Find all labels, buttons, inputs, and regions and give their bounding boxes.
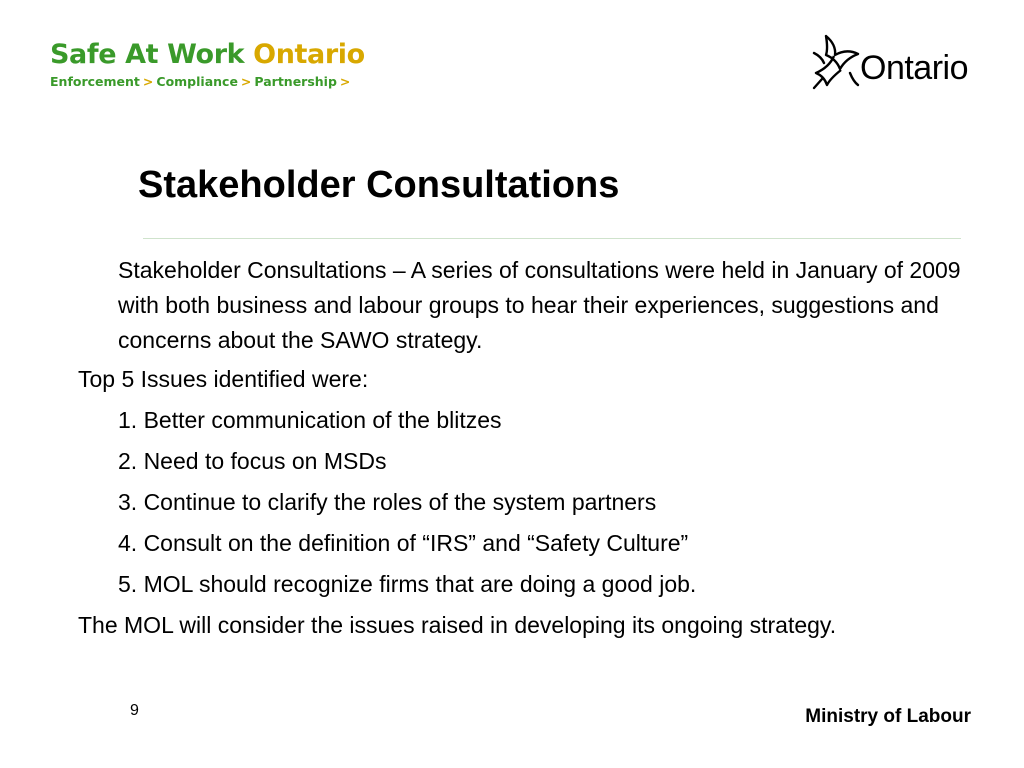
chevron-right-icon: >	[339, 74, 351, 89]
brand-tagline	[50, 74, 365, 89]
footer-organization: Ministry of Labour	[805, 706, 971, 727]
tagline-item: Partnership	[254, 74, 337, 89]
ontario-logo	[808, 33, 976, 95]
chevron-right-icon: >	[142, 74, 154, 89]
page-number: 9	[130, 702, 139, 719]
issue-item: 3. Continue to clarify the roles of the system partners	[118, 489, 657, 515]
slide-title: Stakeholder Consultations	[138, 164, 620, 206]
issue-item: 1. Better communication of the blitzes	[118, 407, 502, 433]
issue-item: 2. Need to focus on MSDs	[118, 448, 387, 474]
title-divider	[143, 238, 961, 239]
intro-paragraph: Stakeholder Consultations – A series of consultations were held in January of 2009 with both business and labour groups to hear their experiences, suggestions and concerns about the SAWO strategy.	[118, 257, 961, 353]
chevron-right-icon: >	[240, 74, 252, 89]
issues-heading: Top 5 Issues identified were:	[78, 366, 369, 392]
ontario-wordmark: Ontario	[860, 49, 968, 87]
slide-body	[78, 253, 978, 643]
issue-item: 4. Consult on the definition of “IRS” and “Safety Culture”	[118, 530, 689, 556]
brand-title-part1: Safe At Work	[50, 39, 245, 70]
closing-paragraph: The MOL will consider the issues raised in developing its ongoing strategy.	[78, 612, 837, 638]
brand-title-part2: Ontario	[253, 39, 365, 70]
safe-at-work-logo	[50, 40, 365, 89]
trillium-icon	[808, 33, 862, 91]
brand-title	[50, 40, 365, 70]
tagline-item: Enforcement	[50, 74, 140, 89]
tagline-item: Compliance	[156, 74, 238, 89]
issue-item: 5. MOL should recognize firms that are doing a good job.	[118, 571, 697, 597]
